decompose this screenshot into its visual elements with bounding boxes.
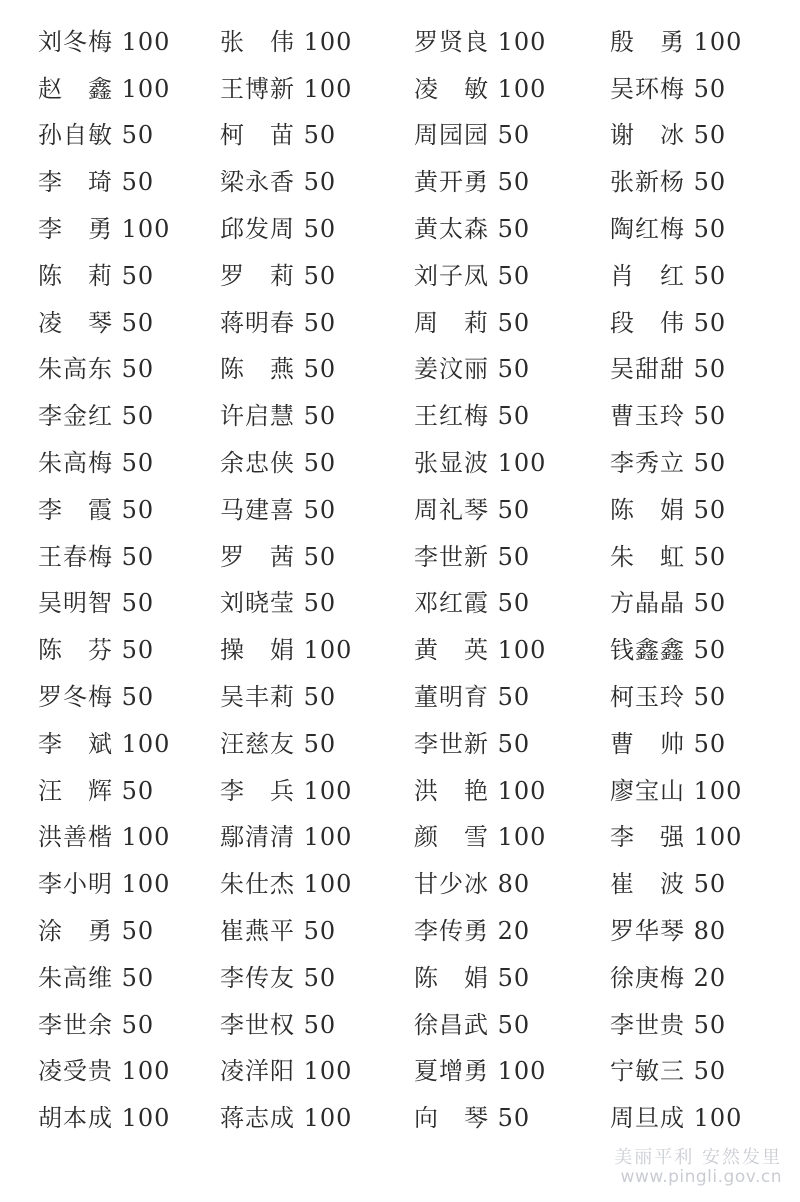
donor-list xyxy=(0,16,800,1136)
donor-entry: 崔燕平 50 xyxy=(220,917,337,946)
donor-entry: 朱高维 50 xyxy=(38,963,155,992)
donor-entry: 朱 虹 50 xyxy=(610,542,727,571)
donor-entry: 廖宝山 100 xyxy=(610,776,743,805)
donor-entry: 李世贵 50 xyxy=(610,1010,727,1039)
donor-entry: 凌受贵 100 xyxy=(38,1057,171,1086)
donor-entry: 梁永香 50 xyxy=(220,168,337,197)
donor-entry: 凌 琴 50 xyxy=(38,308,155,337)
donor-entry: 王春梅 50 xyxy=(38,542,155,571)
donor-row xyxy=(0,16,800,63)
donor-row xyxy=(0,671,800,718)
donor-entry: 李秀立 50 xyxy=(610,449,727,478)
donor-entry: 段 伟 50 xyxy=(610,308,727,337)
donor-entry: 张新杨 50 xyxy=(610,168,727,197)
donor-row xyxy=(0,437,800,484)
donor-entry: 谢 冰 50 xyxy=(610,121,727,150)
donor-entry: 汪 辉 50 xyxy=(38,776,155,805)
donor-entry: 方晶晶 50 xyxy=(610,589,727,618)
donor-entry: 吴明智 50 xyxy=(38,589,155,618)
donor-entry: 肖 红 50 xyxy=(610,261,727,290)
donor-entry: 余忠侠 50 xyxy=(220,449,337,478)
donor-entry: 汪慈友 50 xyxy=(220,729,337,758)
donor-entry: 王红梅 50 xyxy=(414,402,531,431)
donor-entry: 柯 苗 50 xyxy=(220,121,337,150)
donor-entry: 张 伟 100 xyxy=(220,27,353,56)
donor-row xyxy=(0,297,800,344)
donor-entry: 吴环梅 50 xyxy=(610,74,727,103)
donor-entry: 罗贤良 100 xyxy=(414,27,547,56)
donor-entry: 朱高东 50 xyxy=(38,355,155,384)
donor-entry: 王博新 100 xyxy=(220,74,353,103)
donor-entry: 吴甜甜 50 xyxy=(610,355,727,384)
donor-entry: 刘晓莹 50 xyxy=(220,589,337,618)
donor-entry: 李世权 50 xyxy=(220,1010,337,1039)
donor-entry: 涂 勇 50 xyxy=(38,917,155,946)
donor-row xyxy=(0,624,800,671)
donor-entry: 李小明 100 xyxy=(38,870,171,899)
donor-entry: 李 琦 50 xyxy=(38,168,155,197)
donor-entry: 李 斌 100 xyxy=(38,729,171,758)
donor-entry: 朱仕杰 100 xyxy=(220,870,353,899)
donor-entry: 夏增勇 100 xyxy=(414,1057,547,1086)
donor-entry: 罗 莉 50 xyxy=(220,261,337,290)
donor-entry: 李 霞 50 xyxy=(38,495,155,524)
donor-entry: 周礼琴 50 xyxy=(414,495,531,524)
donor-row xyxy=(0,718,800,765)
donor-row xyxy=(0,1046,800,1093)
donor-entry: 曹玉玲 50 xyxy=(610,402,727,431)
donor-entry: 周旦成 100 xyxy=(610,1104,743,1133)
donor-row xyxy=(0,250,800,297)
donor-row xyxy=(0,63,800,110)
donor-entry: 邱发周 50 xyxy=(220,215,337,244)
donor-entry: 邓红霞 50 xyxy=(414,589,531,618)
donor-entry: 凌洋阳 100 xyxy=(220,1057,353,1086)
watermark-url: www.pingli.gov.cn xyxy=(620,1167,782,1188)
donor-row xyxy=(0,905,800,952)
donor-row xyxy=(0,344,800,391)
donor-entry: 操 娟 100 xyxy=(220,636,353,665)
donor-row xyxy=(0,531,800,578)
donor-entry: 徐昌武 50 xyxy=(414,1010,531,1039)
donor-entry: 马建喜 50 xyxy=(220,495,337,524)
donor-entry: 陈 莉 50 xyxy=(38,261,155,290)
donor-row xyxy=(0,203,800,250)
donor-row xyxy=(0,156,800,203)
donor-entry: 李传勇 20 xyxy=(414,917,531,946)
donor-entry: 朱高梅 50 xyxy=(38,449,155,478)
donor-entry: 李金红 50 xyxy=(38,402,155,431)
donor-entry: 李 强 100 xyxy=(610,823,743,852)
donor-entry: 钱鑫鑫 50 xyxy=(610,636,727,665)
donor-entry: 洪 艳 100 xyxy=(414,776,547,805)
donor-entry: 董明育 50 xyxy=(414,683,531,712)
donor-entry: 周 莉 50 xyxy=(414,308,531,337)
donor-entry: 赵 鑫 100 xyxy=(38,74,171,103)
donor-entry: 李传友 50 xyxy=(220,963,337,992)
donor-row xyxy=(0,578,800,625)
donor-entry: 李世余 50 xyxy=(38,1010,155,1039)
donor-entry: 周园园 50 xyxy=(414,121,531,150)
donor-entry: 李世新 50 xyxy=(414,542,531,571)
donor-entry: 鄢清清 100 xyxy=(220,823,353,852)
donor-entry: 甘少冰 80 xyxy=(414,870,531,899)
donor-entry: 洪善楷 100 xyxy=(38,823,171,852)
donor-entry: 孙自敏 50 xyxy=(38,121,155,150)
donor-entry: 姜汶丽 50 xyxy=(414,355,531,384)
donor-row xyxy=(0,858,800,905)
donor-entry: 罗 茜 50 xyxy=(220,542,337,571)
donor-entry: 殷 勇 100 xyxy=(610,27,743,56)
donor-entry: 许启慧 50 xyxy=(220,402,337,431)
donor-entry: 陈 娟 50 xyxy=(414,963,531,992)
donor-row xyxy=(0,812,800,859)
donor-row xyxy=(0,484,800,531)
donor-entry: 李世新 50 xyxy=(414,729,531,758)
donor-entry: 李 兵 100 xyxy=(220,776,353,805)
donor-entry: 宁敏三 50 xyxy=(610,1057,727,1086)
donor-entry: 柯玉玲 50 xyxy=(610,683,727,712)
donor-entry: 刘冬梅 100 xyxy=(38,27,171,56)
donor-entry: 蒋志成 100 xyxy=(220,1104,353,1133)
donor-row xyxy=(0,390,800,437)
donor-entry: 罗冬梅 50 xyxy=(38,683,155,712)
donor-entry: 黄 英 100 xyxy=(414,636,547,665)
donor-entry: 曹 帅 50 xyxy=(610,729,727,758)
donor-row xyxy=(0,765,800,812)
donor-entry: 陈 芬 50 xyxy=(38,636,155,665)
site-watermark xyxy=(614,1148,782,1188)
donor-entry: 黄太森 50 xyxy=(414,215,531,244)
donor-entry: 徐庚梅 20 xyxy=(610,963,727,992)
donor-entry: 向 琴 50 xyxy=(414,1104,531,1133)
donor-entry: 胡本成 100 xyxy=(38,1104,171,1133)
donor-row xyxy=(0,1092,800,1139)
donor-entry: 陶红梅 50 xyxy=(610,215,727,244)
donor-entry: 崔 波 50 xyxy=(610,870,727,899)
donor-entry: 黄开勇 50 xyxy=(414,168,531,197)
donor-entry: 陈 燕 50 xyxy=(220,355,337,384)
donor-row xyxy=(0,110,800,157)
donor-entry: 凌 敏 100 xyxy=(414,74,547,103)
donor-row xyxy=(0,952,800,999)
donor-entry: 张显波 100 xyxy=(414,449,547,478)
donor-entry: 刘子凤 50 xyxy=(414,261,531,290)
watermark-site-name: 美丽平利 安然发里 xyxy=(614,1146,782,1168)
donor-row xyxy=(0,999,800,1046)
donor-entry: 罗华琴 80 xyxy=(610,917,727,946)
donor-entry: 蒋明春 50 xyxy=(220,308,337,337)
donor-entry: 吴丰莉 50 xyxy=(220,683,337,712)
donor-entry: 陈 娟 50 xyxy=(610,495,727,524)
donor-entry: 李 勇 100 xyxy=(38,215,171,244)
donor-entry: 颜 雪 100 xyxy=(414,823,547,852)
